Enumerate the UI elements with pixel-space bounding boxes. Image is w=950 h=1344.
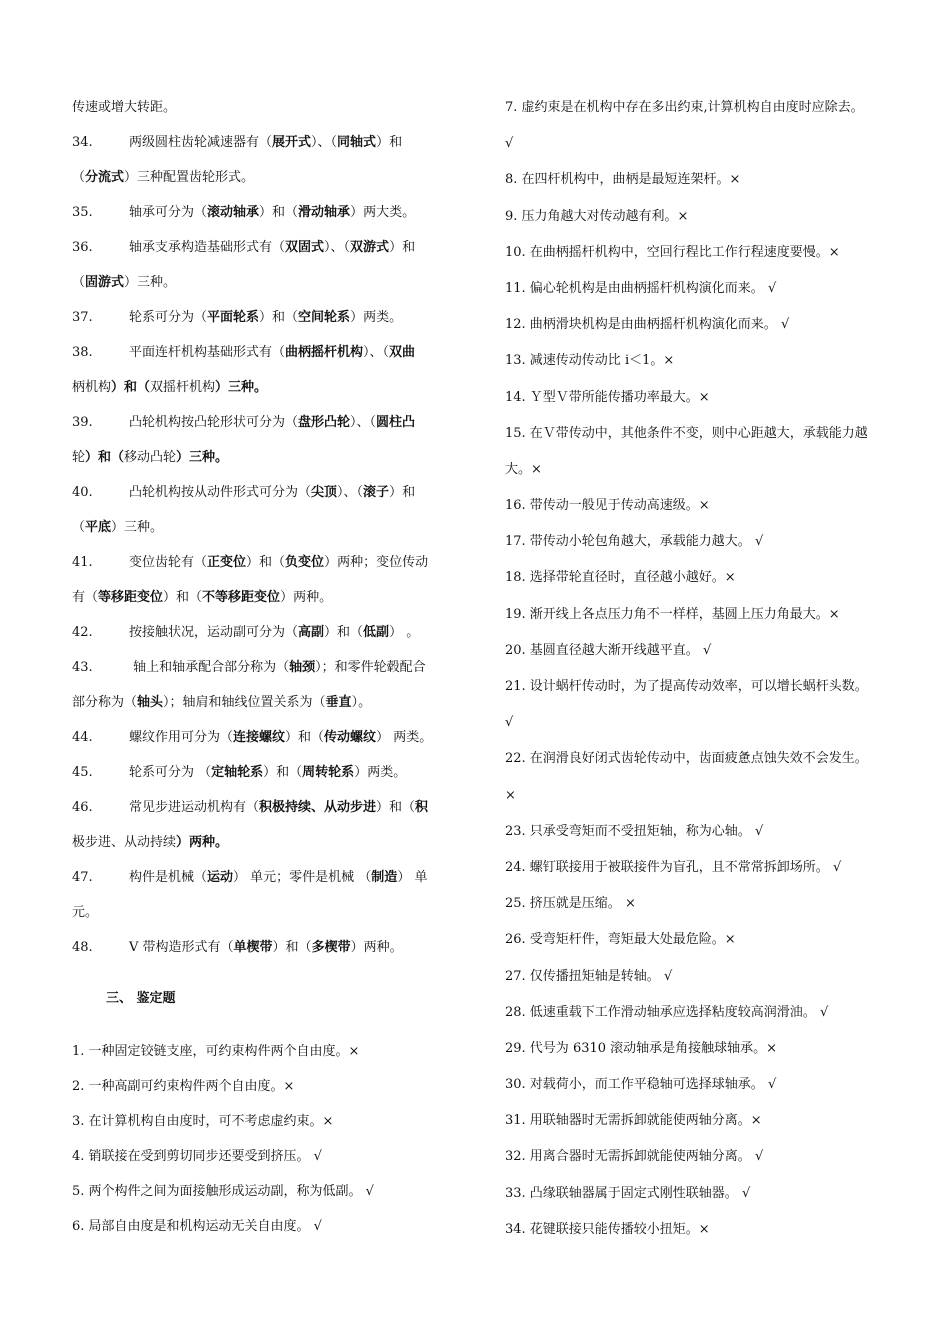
fill-item-line: 46. 常见步进运动机构有（积极持续、从动步进）和（积: [72, 790, 472, 825]
judgement-item-line: 27. 仅传播扭矩轴是转轴。 √: [505, 968, 673, 984]
fill-item-line: 45. 轮系可分为 （定轴轮系）和（周转轮系）两类。: [72, 755, 472, 790]
fill-item-line: 44. 螺纹作用可分为（连接螺纹）和（传动螺纹） 两类。: [72, 720, 472, 755]
fill-item-line: 轮）和（移动凸轮）三种。: [72, 450, 229, 465]
fill-item-line: 柄机构）和（双摇杆机构）三种。: [72, 380, 268, 395]
judgement-item-line: 11. 偏心轮机构是由曲柄摇杆机构演化而来。 √: [505, 280, 777, 296]
judgement-item-line: 30. 对载荷小，而工作平稳轴可选择球轴承。 √: [505, 1077, 777, 1093]
fill-item-line: 42. 按接触状况，运动副可分为（高副）和（低副） 。: [72, 615, 472, 650]
fill-item-line: 部分称为（轴头）；轴肩和轴线位置关系为（垂直）。: [72, 695, 372, 710]
item-number: 47.: [72, 870, 93, 885]
judgement-item-line: 19. 渐开线上各点压力角不一样样，基圆上压力角最大。×: [505, 606, 840, 622]
item-number: 41.: [72, 555, 93, 570]
fill-in-list: [72, 90, 472, 965]
judgement-item-line: 15. 在Ｖ带传动中，其他条件不变，则中心距越大，承载能力越: [505, 425, 868, 441]
fill-item-line: 元。: [72, 905, 99, 920]
judgement-item: 1. 一种固定铰链支座，可约束构件两个自由度。×: [72, 1044, 360, 1059]
judgement-item-line: 12. 曲柄滑块机构是由曲柄摇杆机构演化而来。 √: [505, 317, 790, 333]
item-number: 45.: [72, 765, 93, 780]
fill-item-line: 38. 平面连杆机构基础形式有（曲柄摇杆机构）、（双曲: [72, 335, 472, 370]
judgement-item-line: 24. 螺钉联接用于被联接件为盲孔，且不常常拆卸场所。 √: [505, 859, 842, 875]
fill-item-line: 40. 凸轮机构按从动件形式可分为（尖顶）、（滚子）和: [72, 475, 472, 510]
item-number: 34.: [72, 135, 93, 150]
judgement-item-line: 10. 在曲柄摇杆机构中，空回行程比工作行程速度要慢。×: [505, 244, 840, 260]
right-column: [505, 90, 915, 1248]
judgement-item-line: 17. 带传动小轮包角越大，承载能力越大。 √: [505, 534, 764, 550]
fill-item-line: 47. 构件是机械（运动） 单元；零件是机械 （制造） 单: [72, 860, 472, 895]
item-number: 46.: [72, 800, 93, 815]
fill-item-line: 36. 轴承支承构造基础形式有（双固式）、（双游式）和: [72, 230, 472, 265]
item-number: 39.: [72, 415, 93, 430]
judgement-item-line: 大。×: [505, 461, 542, 477]
judgement-item-line: 28. 低速重载下工作滑动轴承应选择粘度较高润滑油。 √: [505, 1004, 829, 1020]
fill-item-line: 37. 轮系可分为（平面轮系）和（空间轮系）两类。: [72, 300, 472, 335]
fill-item-line: （平底）三种。: [72, 520, 164, 535]
judgement-item-line: 18. 选择带轮直径时，直径越小越好。×: [505, 570, 736, 586]
judgement-item-line: 26. 受弯矩杆件，弯矩最大处最危险。×: [505, 932, 736, 948]
fill-item-line: 35. 轴承可分为（滚动轴承）和（滑动轴承）两大类。: [72, 195, 472, 230]
judgement-item: 2. 一种高副可约束构件两个自由度。×: [72, 1079, 295, 1094]
judgement-item-line: 16. 带传动一般见于传动高速级。×: [505, 498, 710, 514]
judgement-item-line: 25. 挤压就是压缩。 ×: [505, 896, 636, 912]
fill-item-line: （分流式）三种配置齿轮形式。: [72, 170, 255, 185]
judgement-item-line: √: [505, 136, 514, 152]
item-number: 44.: [72, 730, 93, 745]
judgement-item-line: 23. 只承受弯矩而不受扭矩轴，称为心轴。 √: [505, 823, 764, 839]
fill-item-line: 传速或增大转距。: [72, 100, 177, 115]
judgement-item-line: 14. Ｙ型Ｖ带所能传播功率最大。×: [505, 389, 710, 405]
item-number: 43.: [72, 660, 93, 675]
item-number: 37.: [72, 310, 93, 325]
left-column: [72, 90, 472, 1244]
judgement-item-line: 20. 基圆直径越大渐开线越平直。 √: [505, 642, 712, 658]
section-heading: 三、 鉴定题: [106, 991, 176, 1006]
fill-item-line: 41. 变位齿轮有（正变位）和（负变位）两种；变位传动: [72, 545, 472, 580]
judgement-item-line: 33. 凸缘联轴器属于固定式刚性联轴器。 √: [505, 1185, 751, 1201]
judgement-item-line: 8. 在四杆机构中，曲柄是最短连架杆。×: [505, 172, 741, 188]
judgement-item-line: ×: [505, 787, 516, 803]
item-number: 42.: [72, 625, 93, 640]
judgement-item-line: 13. 减速传动传动比 i＜1。×: [505, 353, 675, 369]
judgement-item-line: 7. 虚约束是在机构中存在多出约束,计算机构自由度时应除去。: [505, 100, 864, 115]
item-number: 48.: [72, 940, 93, 955]
fill-item-line: 43. 轴上和轴承配合部分称为（轴颈）；和零件轮毂配合: [72, 650, 472, 685]
judgement-item-line: 32. 用离合器时无需拆卸就能使两轴分离。 √: [505, 1149, 764, 1165]
judgement-item-line: 21. 设计蜗杆传动时，为了提高传动效率，可以增长蜗杆头数。: [505, 679, 868, 694]
judgement-item-line: 22. 在润滑良好闭式齿轮传动中，齿面疲惫点蚀失效不会发生。: [505, 751, 868, 767]
item-number: 36.: [72, 240, 93, 255]
fill-item-line: （固游式）三种。: [72, 275, 177, 290]
item-number: 35.: [72, 205, 93, 220]
judgement-list-right: [505, 90, 915, 1248]
item-number: 40.: [72, 485, 93, 500]
fill-item-line: 有（等移距变位）和（不等移距变位）两种。: [72, 590, 333, 605]
judgement-item-line: 29. 代号为 6310 滚动轴承是角接触球轴承。×: [505, 1040, 778, 1056]
item-number: 38.: [72, 345, 93, 360]
judgement-item-line: 34. 花键联接只能传播较小扭矩。×: [505, 1221, 710, 1237]
judgement-item: 4. 销联接在受到剪切同步还要受到挤压。 √: [72, 1149, 322, 1164]
judgement-item-line: √: [505, 715, 514, 731]
judgement-list-left: [72, 1034, 472, 1244]
judgement-item: 6. 局部自由度是和机构运动无关自由度。 √: [72, 1219, 322, 1234]
fill-item-line: 39. 凸轮机构按凸轮形状可分为（盘形凸轮）、（圆柱凸: [72, 405, 472, 440]
judgement-item-line: 9. 压力角越大对传动越有利。×: [505, 208, 689, 224]
fill-item-line: 极步进、从动持续）两种。: [72, 835, 229, 850]
judgement-item: 3. 在计算机构自由度时，可不考虑虚约束。×: [72, 1114, 334, 1129]
judgement-item-line: 31. 用联轴器时无需拆卸就能使两轴分离。×: [505, 1113, 762, 1129]
fill-item-line: 34. 两级圆柱齿轮减速器有（展开式）、（同轴式）和: [72, 125, 472, 160]
judgement-item: 5. 两个构件之间为面接触形成运动副，称为低副。 √: [72, 1184, 374, 1199]
fill-item-line: 48. V 带构造形式有（单楔带）和（多楔带）两种。: [72, 930, 472, 965]
